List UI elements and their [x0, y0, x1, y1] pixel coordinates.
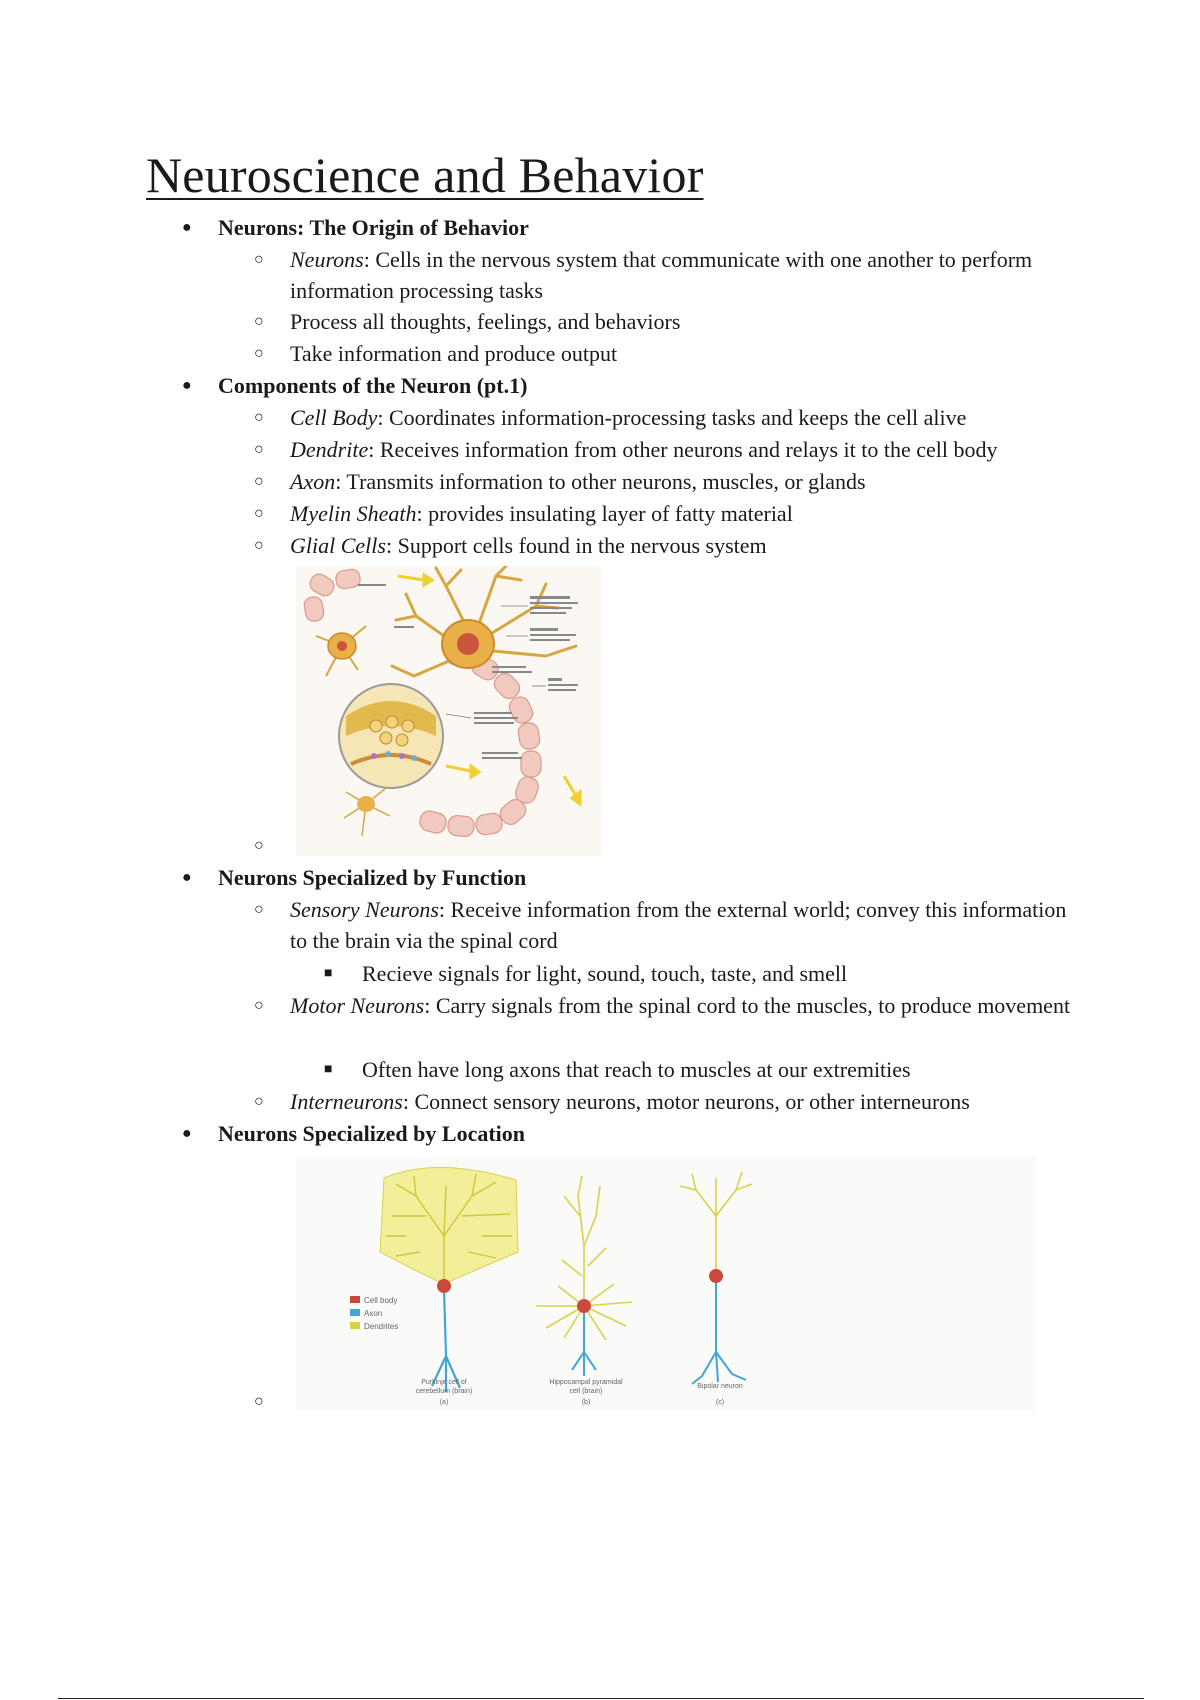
definition: Carry signals from the spinal cord to the muscles, to produce movement — [435, 993, 1071, 1018]
definition: Connect sensory neurons, motor neurons, or other interneurons — [414, 1089, 970, 1114]
term: Dendrite — [290, 437, 369, 462]
bullet-circle-icon: ○ — [254, 837, 264, 854]
sub-list-item — [324, 1054, 1084, 1085]
legend-swatch-cell-body — [350, 1296, 360, 1303]
bullet-circle-icon: ○ — [254, 345, 264, 362]
caption-c-letter: (c) — [715, 1399, 725, 1406]
bullet-circle-icon: ○ — [254, 901, 264, 918]
section-location — [182, 1118, 525, 1149]
term: Motor Neurons — [290, 993, 425, 1018]
term-separator: : — [416, 501, 429, 526]
bullet-circle-icon: ○ — [254, 1093, 264, 1110]
list-item — [254, 894, 1084, 956]
bullet-disc-icon: ● — [182, 1125, 192, 1142]
bullet-disc-icon: ● — [182, 869, 192, 886]
section-function — [182, 862, 526, 893]
bullet-disc-icon: ● — [182, 377, 192, 394]
term-separator: : — [385, 533, 398, 558]
definition: Coordinates information-processing tasks and keeps the cell alive — [389, 405, 967, 430]
section-heading: Neurons Specialized by Function — [218, 865, 527, 890]
term: Cell Body — [290, 405, 378, 430]
caption-b-line2: cell (brain) — [569, 1388, 603, 1395]
list-item — [254, 1086, 1084, 1117]
bullet-circle-icon: ○ — [254, 473, 264, 490]
term: Interneurons — [290, 1089, 403, 1114]
term-separator: : — [363, 247, 376, 272]
bullet-square-icon: ■ — [324, 1062, 333, 1077]
legend-swatch-axon — [350, 1309, 360, 1316]
definition: Cells in the nervous system that communicate with one another to perform information processing tasks — [290, 247, 1033, 303]
bullet-circle-icon: ○ — [254, 997, 264, 1014]
term-separator: : — [402, 1089, 415, 1114]
bullet-circle-icon: ○ — [254, 409, 264, 426]
section-heading: Neurons: The Origin of Behavior — [218, 215, 529, 240]
definition: Receive information from the external world; convey this information to the brain via the spinal cord — [290, 897, 1067, 953]
bullet-circle-icon: ○ — [254, 537, 264, 554]
sub-list-item — [324, 958, 1084, 989]
definition: Transmits information to other neurons, muscles, or glands — [346, 469, 866, 494]
bullet-circle-icon: ○ — [254, 1393, 264, 1410]
item-text: Often have long axons that reach to muscles at our extremities — [362, 1057, 911, 1082]
term-separator: : — [368, 437, 380, 462]
list-item — [254, 434, 1084, 465]
caption-a-line2: cerebellum (brain) — [415, 1388, 473, 1395]
term: Myelin Sheath — [290, 501, 417, 526]
list-item — [254, 498, 1084, 529]
list-item — [254, 466, 1084, 497]
list-item — [254, 402, 1084, 433]
list-item — [254, 244, 1084, 306]
neuron-anatomy-figure — [296, 566, 601, 856]
bullet-square-icon: ■ — [324, 966, 333, 981]
term-separator: : — [438, 897, 451, 922]
legend-swatch-dendrites — [350, 1322, 360, 1329]
list-item — [254, 530, 1084, 561]
caption-a-line1: Purkinje cell of — [421, 1379, 467, 1386]
list-item — [254, 338, 1084, 369]
bullet-circle-icon: ○ — [254, 505, 264, 522]
item-text: Process all thoughts, feelings, and behaviors — [290, 309, 681, 334]
nucleus — [457, 633, 479, 655]
term-separator: : — [424, 993, 436, 1018]
definition: Receives information from other neurons and relays it to the cell body — [379, 437, 998, 462]
definition: provides insulating layer of fatty material — [428, 501, 793, 526]
caption-c-line1: Bipolar neuron — [697, 1383, 743, 1390]
section-heading: Neurons Specialized by Location — [218, 1121, 526, 1146]
definition: Support cells found in the nervous system — [397, 533, 767, 558]
term-separator: : — [377, 405, 389, 430]
bullet-disc-icon: ● — [182, 219, 192, 236]
list-item — [254, 306, 1084, 337]
term: Sensory Neurons — [290, 897, 439, 922]
legend-axon: Axon — [364, 1309, 383, 1318]
legend-dendrites: Dendrites — [364, 1322, 399, 1331]
term: Axon — [290, 469, 336, 494]
item-text: Take information and produce output — [290, 341, 618, 366]
page-footer-rule — [58, 1698, 1144, 1699]
bullet-circle-icon: ○ — [254, 441, 264, 458]
section-components — [182, 370, 527, 401]
term: Neurons — [290, 247, 364, 272]
term: Glial Cells — [290, 533, 386, 558]
synapse-inset — [339, 684, 443, 788]
caption-a-letter: (a) — [439, 1399, 449, 1406]
term-separator: : — [335, 469, 347, 494]
section-neurons-origin — [182, 212, 529, 243]
bullet-circle-icon: ○ — [254, 251, 264, 268]
caption-b-letter: (b) — [581, 1399, 591, 1406]
page-title: Neuroscience and Behavior — [146, 147, 704, 203]
item-text: Recieve signals for light, sound, touch, taste, and smell — [362, 961, 848, 986]
legend-cell-body: Cell body — [364, 1296, 398, 1305]
neuron-types-figure — [296, 1156, 1036, 1410]
list-item — [254, 990, 1084, 1021]
section-heading: Components of the Neuron (pt.1) — [218, 373, 528, 398]
caption-b-line1: Hippocampal pyramidal — [549, 1379, 623, 1386]
bullet-circle-icon: ○ — [254, 313, 264, 330]
